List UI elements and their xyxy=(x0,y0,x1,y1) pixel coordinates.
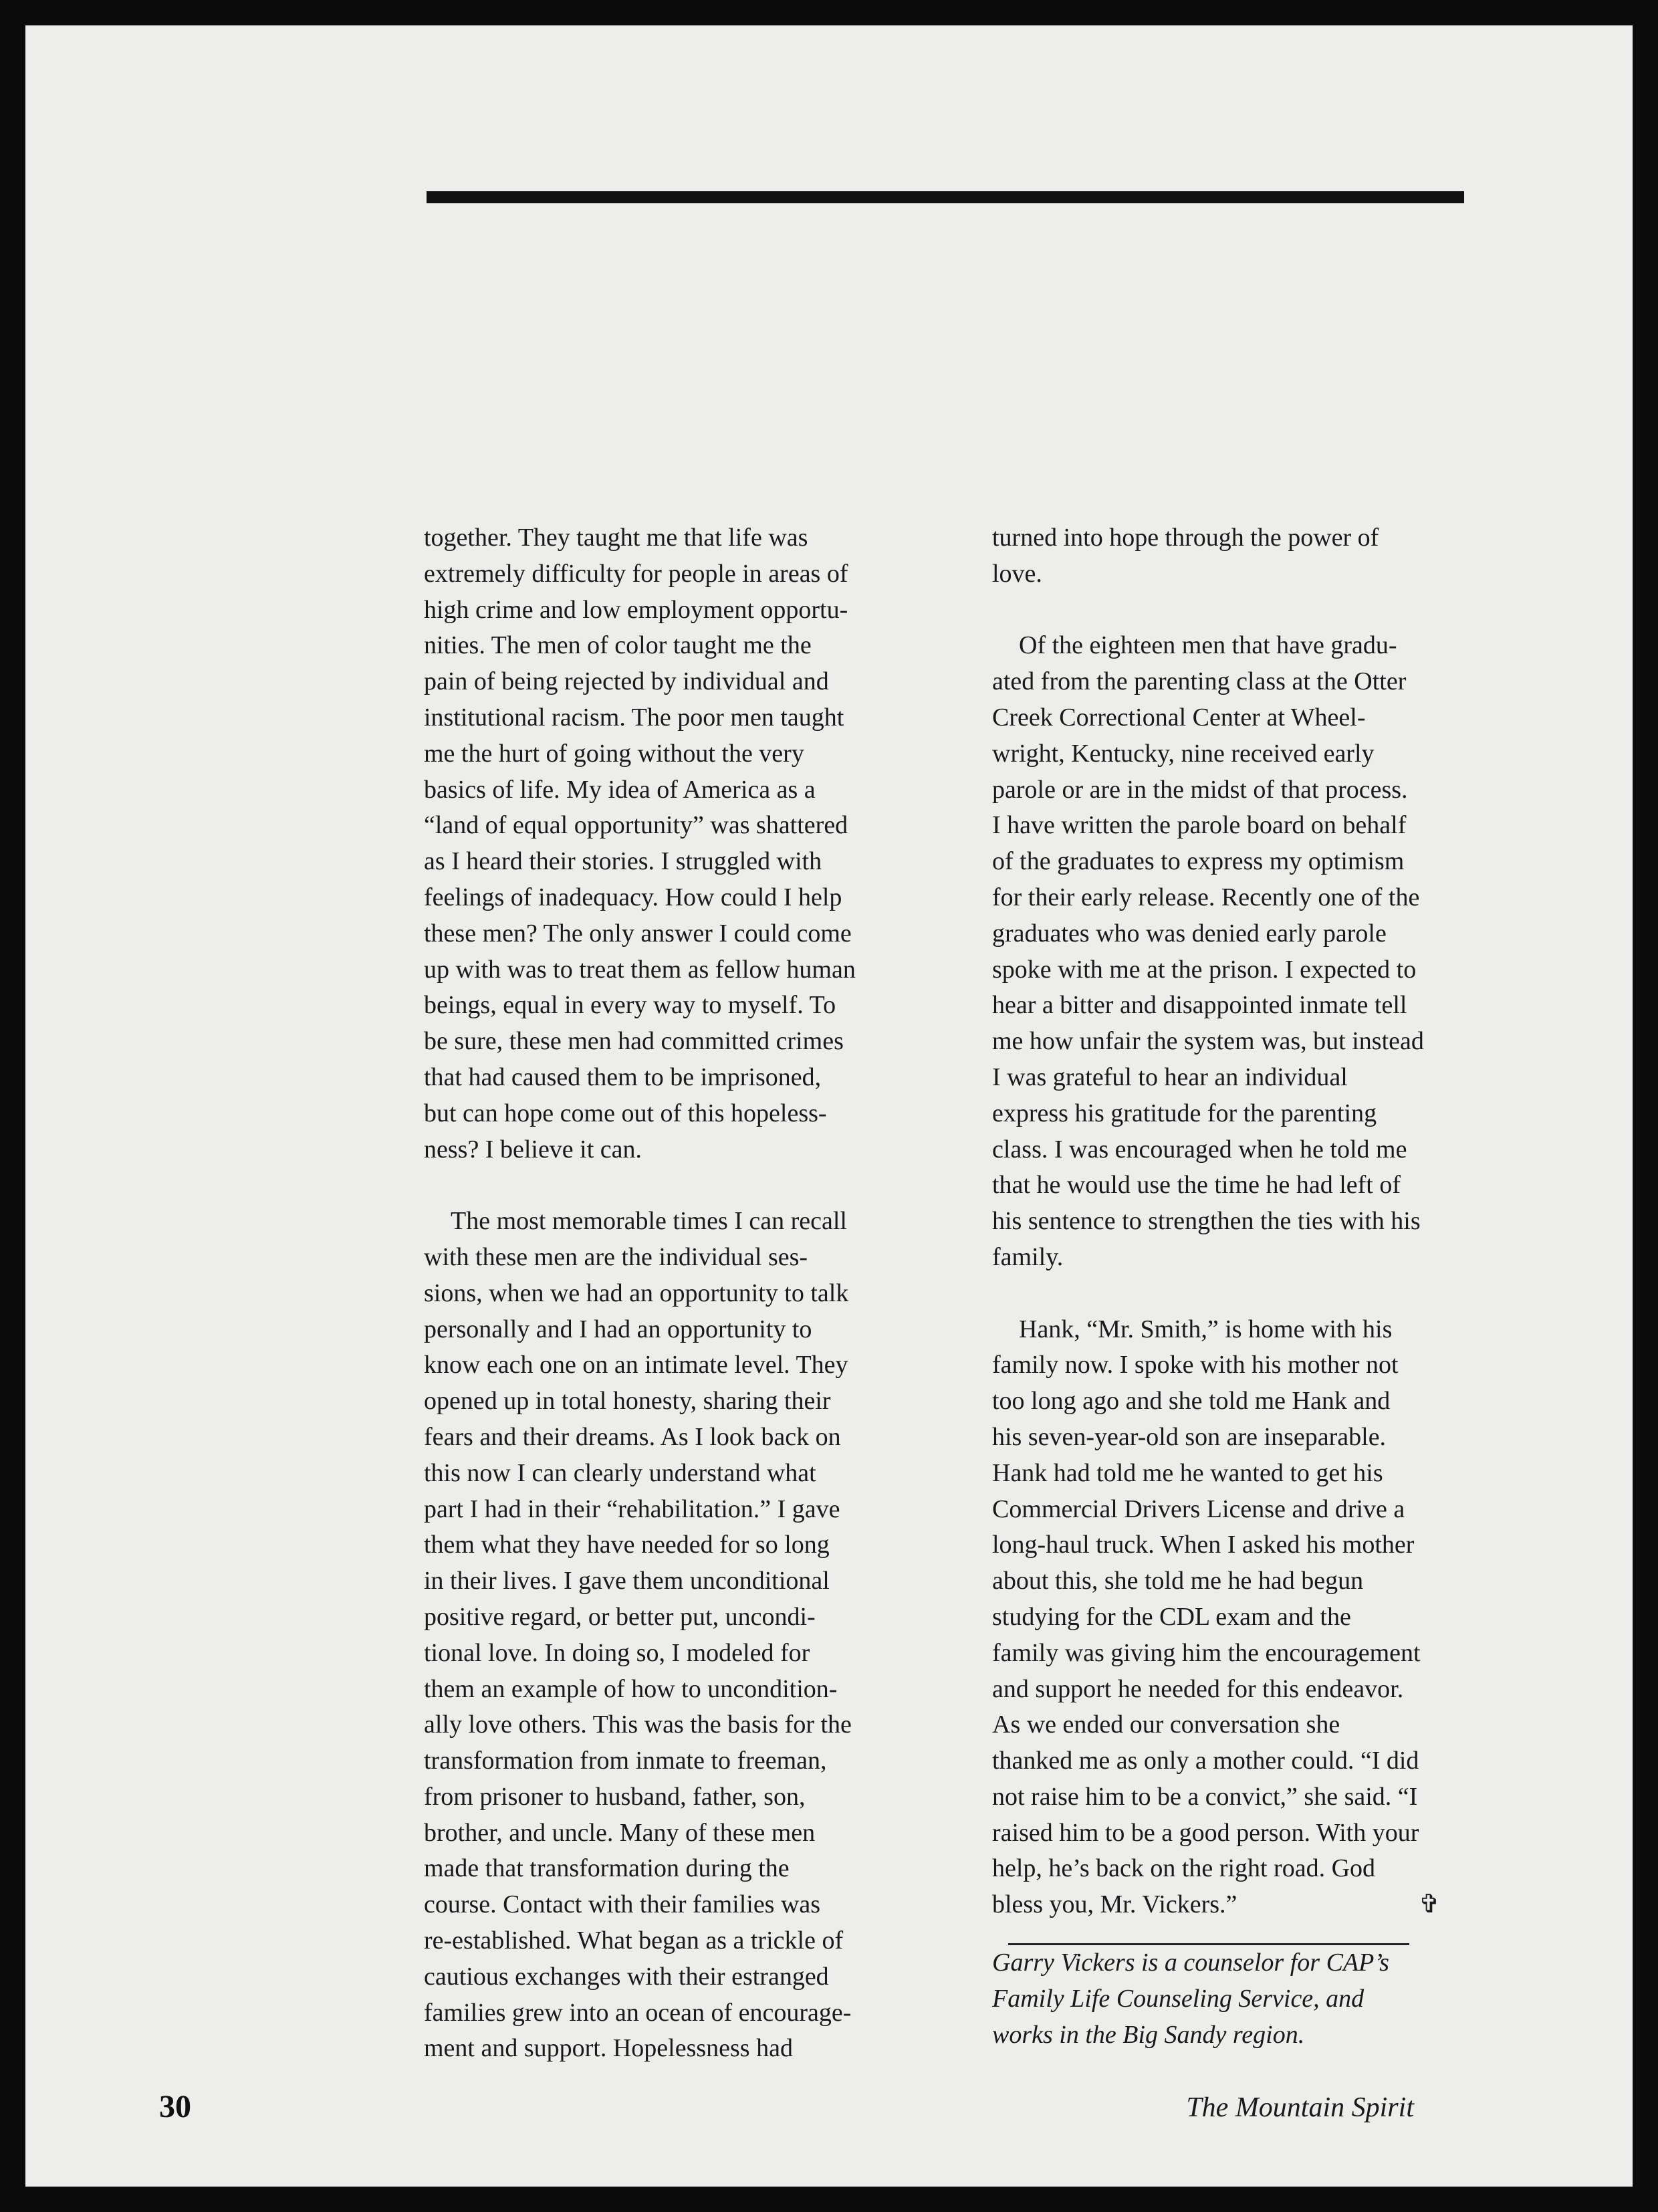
text-line: parole or are in the midst of that process. xyxy=(992,775,1408,804)
text-line: extremely difficulty for people in areas of xyxy=(424,559,848,588)
text-line: hear a bitter and disappointed inmate tell xyxy=(992,991,1407,1020)
page-number: 30 xyxy=(159,2089,191,2124)
text-line: cautious exchanges with their estranged xyxy=(424,1962,829,1991)
author-bio xyxy=(992,1945,1460,2053)
paragraph xyxy=(424,520,892,1168)
text-line: Commercial Drivers License and drive a xyxy=(992,1495,1405,1523)
paragraph xyxy=(992,520,1460,592)
text-line: Hank had told me he wanted to get his xyxy=(992,1458,1383,1487)
text-line: personally and I had an opportunity to xyxy=(424,1315,812,1343)
text-line: from prisoner to husband, father, son, xyxy=(424,1782,806,1811)
text-line: “land of equal opportunity” was shattered xyxy=(424,811,848,840)
text-line: class. I was encouraged when he told me xyxy=(992,1135,1407,1164)
text-line: turned into hope through the power of xyxy=(992,524,1379,552)
text-line: not raise him to be a convict,” she said. “I xyxy=(992,1782,1418,1811)
paragraph xyxy=(424,1204,892,2067)
text-line: spoke with me at the prison. I expected to xyxy=(992,955,1417,984)
text-line: that he would use the time he had left of xyxy=(992,1171,1401,1200)
text-line: tional love. In doing so, I modeled for xyxy=(424,1638,810,1667)
text-line: for their early release. Recently one of the xyxy=(992,883,1420,911)
text-line: family now. I spoke with his mother not xyxy=(992,1351,1399,1379)
text-line: up with was to treat them as fellow human xyxy=(424,955,856,984)
text-line: but can hope come out of this hopeless- xyxy=(424,1099,827,1127)
text-line: these men? The only answer I could come xyxy=(424,919,852,948)
text-line: brother, and uncle. Many of these men xyxy=(424,1818,816,1847)
right-column xyxy=(992,520,1460,2053)
text-line: bless you, Mr. Vickers.” xyxy=(992,1890,1237,1919)
text-line: me the hurt of going without the very xyxy=(424,739,804,768)
text-line: I have written the parole board on behalf xyxy=(992,811,1407,840)
document-page xyxy=(25,25,1633,2187)
text-line: ated from the parenting class at the Otter xyxy=(992,667,1407,696)
text-line: ness? I believe it can. xyxy=(424,1135,642,1164)
text-line: his seven-year-old son are inseparable. xyxy=(992,1422,1387,1451)
text-line: ment and support. Hopelessness had xyxy=(424,2034,793,2063)
text-line: them what they have needed for so long xyxy=(424,1531,830,1559)
text-line: wright, Kentucky, nine received early xyxy=(992,739,1375,768)
text-line: sions, when we had an opportunity to talk xyxy=(424,1279,849,1307)
text-line: course. Contact with their families was xyxy=(424,1890,821,1919)
text-line: basics of life. My idea of America as a xyxy=(424,775,816,804)
text-line: institutional racism. The poor men taught xyxy=(424,703,844,732)
text-line: Of the eighteen men that have gradu- xyxy=(1019,631,1397,660)
paragraph xyxy=(992,628,1460,1275)
text-line: them an example of how to uncondition- xyxy=(424,1674,838,1703)
text-line: be sure, these men had committed crimes xyxy=(424,1027,844,1056)
text-line: Creek Correctional Center at Wheel- xyxy=(992,703,1366,732)
text-line: ally love others. This was the basis for the xyxy=(424,1710,852,1739)
text-line: raised him to be a good person. With your xyxy=(992,1818,1419,1847)
left-column xyxy=(424,520,892,2067)
text-line: positive regard, or better put, uncondi- xyxy=(424,1602,816,1631)
text-line: The most memorable times I can recall xyxy=(451,1207,847,1236)
text-line: with these men are the individual ses- xyxy=(424,1242,808,1271)
end-of-article-cross-icon: ✞ xyxy=(1419,1890,1440,1919)
text-line: re-established. What began as a trickle of xyxy=(424,1926,844,1955)
text-line: made that transformation during the xyxy=(424,1854,790,1883)
text-line: works in the Big Sandy region. xyxy=(992,2020,1305,2049)
text-line: too long ago and she told me Hank and xyxy=(992,1387,1391,1416)
text-line: Family Life Counseling Service, and xyxy=(992,1984,1365,2013)
text-line: feelings of inadequacy. How could I help xyxy=(424,883,842,911)
text-line: and support he needed for this endeavor. xyxy=(992,1674,1404,1703)
text-line: express his gratitude for the parenting xyxy=(992,1099,1377,1127)
text-line: transformation from inmate to freeman, xyxy=(424,1747,827,1775)
text-line: I was grateful to hear an individual xyxy=(992,1063,1348,1091)
text-line: opened up in total honesty, sharing their xyxy=(424,1387,831,1416)
text-line: that had caused them to be imprisoned, xyxy=(424,1063,822,1091)
text-line: love. xyxy=(992,559,1042,588)
text-line: me how unfair the system was, but instead xyxy=(992,1027,1424,1056)
text-line: fears and their dreams. As I look back on xyxy=(424,1422,841,1451)
text-line: thanked me as only a mother could. “I did xyxy=(992,1747,1419,1775)
text-line: As we ended our conversation she xyxy=(992,1710,1340,1739)
text-line: high crime and low employment opportu- xyxy=(424,595,848,624)
text-line: as I heard their stories. I struggled with xyxy=(424,847,822,876)
text-line: part I had in their “rehabilitation.” I gave xyxy=(424,1495,840,1523)
text-line: families grew into an ocean of encourage- xyxy=(424,1998,852,2027)
text-line: together. They taught me that life was xyxy=(424,524,808,552)
text-line: about this, she told me he had begun xyxy=(992,1567,1364,1595)
text-line: long-haul truck. When I asked his mother xyxy=(992,1531,1415,1559)
text-line: know each one on an intimate level. They xyxy=(424,1351,848,1379)
text-line: nities. The men of color taught me the xyxy=(424,631,812,660)
text-line: this now I can clearly understand what xyxy=(424,1458,816,1487)
text-line: beings, equal in every way to myself. To xyxy=(424,991,836,1020)
text-line: pain of being rejected by individual and xyxy=(424,667,829,696)
text-line: Hank, “Mr. Smith,” is home with his xyxy=(1019,1315,1393,1343)
text-line: of the graduates to express my optimism xyxy=(992,847,1405,876)
text-line: help, he’s back on the right road. God xyxy=(992,1854,1376,1883)
text-line: family. xyxy=(992,1242,1064,1271)
text-line: graduates who was denied early parole xyxy=(992,919,1387,948)
text-line: Garry Vickers is a counselor for CAP’s xyxy=(992,1949,1389,1977)
text-line: his sentence to strengthen the ties with his xyxy=(992,1207,1421,1236)
text-line: in their lives. I gave them unconditional xyxy=(424,1567,830,1595)
closing-paragraph xyxy=(992,1312,1460,1924)
publication-title: The Mountain Spirit xyxy=(1186,2092,1414,2123)
header-rule xyxy=(427,191,1464,203)
text-line: studying for the CDL exam and the xyxy=(992,1602,1351,1631)
paragraph xyxy=(992,1312,1460,1924)
text-line: family was giving him the encouragement xyxy=(992,1638,1421,1667)
